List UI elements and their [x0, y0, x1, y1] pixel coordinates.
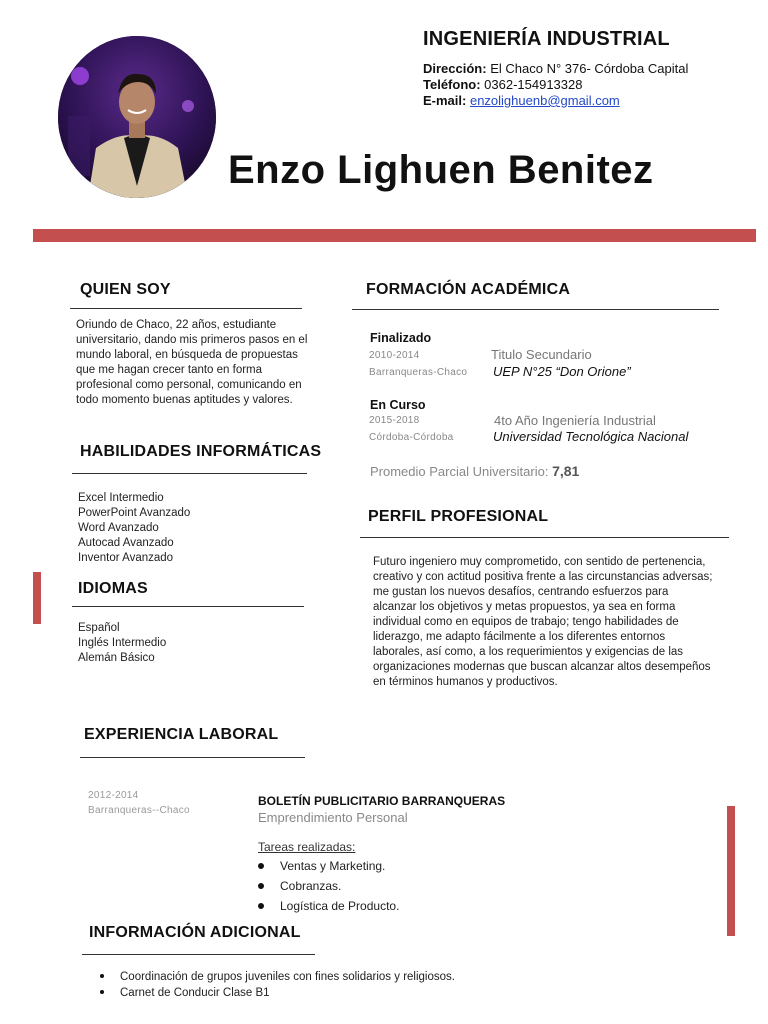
list-item: Excel Intermedio: [78, 492, 164, 504]
profile-title: PERFIL PROFESIONAL: [368, 508, 549, 525]
languages-list: [78, 621, 166, 666]
candidate-name: Enzo Lighuen Benitez: [228, 148, 654, 192]
phone-line: [423, 77, 582, 93]
bullet-icon: [258, 883, 264, 889]
edu-status-ongoing: En Curso: [370, 398, 426, 412]
list-item: [258, 859, 385, 873]
phone-label: Teléfono:: [423, 77, 481, 92]
list-item: [258, 899, 399, 913]
edu-status-finished: Finalizado: [370, 331, 432, 345]
header-title: INGENIERÍA INDUSTRIAL: [423, 28, 670, 50]
phone-value: 0362-154913328: [484, 77, 583, 92]
task-text: Cobranzas.: [280, 879, 342, 893]
edu-institution: Universidad Tecnológica Nacional: [493, 429, 689, 444]
address-label: Dirección:: [423, 61, 487, 76]
edu-degree: Titulo Secundario: [491, 347, 592, 362]
task-text: Ventas y Marketing.: [280, 859, 386, 873]
skills-list: [78, 491, 190, 566]
profile-rule: [360, 537, 729, 538]
tasks-label: Tareas realizadas:: [258, 840, 356, 854]
list-item: [258, 879, 341, 893]
list-item: Inglés Intermedio: [78, 637, 167, 649]
languages-title: IDIOMAS: [78, 580, 148, 597]
list-item: [100, 987, 270, 999]
experience-location: Barranqueras--Chaco: [88, 805, 190, 816]
list-item: Alemán Básico: [78, 652, 155, 664]
list-item: Autocad Avanzado: [78, 537, 174, 549]
experience-role: Emprendimiento Personal: [258, 810, 408, 825]
languages-rule: [72, 606, 304, 607]
education-rule: [352, 309, 719, 310]
experience-company: BOLETÍN PUBLICITARIO BARRANQUERAS: [258, 794, 506, 808]
edu-dates: 2010-2014: [369, 350, 420, 361]
edu-location: Barranqueras-Chaco: [369, 367, 468, 378]
email-line: [423, 93, 620, 109]
left-accent-bar: [33, 572, 41, 624]
average-line: [370, 463, 579, 479]
email-link[interactable]: enzolighuenb@gmail.com: [469, 93, 620, 108]
about-rule: [70, 308, 302, 309]
list-item: [100, 971, 455, 983]
experience-title: EXPERIENCIA LABORAL: [84, 726, 279, 743]
experience-dates: 2012-2014: [88, 790, 139, 801]
list-item: Inventor Avanzado: [78, 552, 174, 564]
list-item: PowerPoint Avanzado: [78, 507, 191, 519]
header-divider: [33, 229, 756, 242]
skills-rule: [72, 473, 307, 474]
average-label: Promedio Parcial Universitario:: [370, 464, 549, 479]
bullet-icon: [100, 990, 104, 994]
task-text: Logística de Producto.: [280, 899, 400, 913]
list-item: Word Avanzado: [78, 522, 159, 534]
skills-title: HABILIDADES INFORMÁTICAS: [80, 443, 322, 460]
profile-photo: [58, 36, 216, 198]
edu-degree: 4to Año Ingeniería Industrial: [494, 413, 656, 428]
right-accent-bar: [727, 806, 735, 936]
education-title: FORMACIÓN ACADÉMICA: [366, 281, 571, 298]
additional-title: INFORMACIÓN ADICIONAL: [89, 924, 301, 941]
address-value: El Chaco N° 376- Córdoba Capital: [490, 61, 689, 76]
address-line: [423, 61, 688, 77]
bullet-icon: [258, 863, 264, 869]
experience-rule: [80, 757, 305, 758]
email-label: E-mail:: [423, 93, 467, 108]
profile-text: Futuro ingeniero muy comprometido, con sentido de pertenencia, creativo y con actitud positiva frente a las circunstancias adversas; me gustan los nuevos desafíos, centrando esfuerzos para alcanzar los objetivos y metas propuestos, ya sea en forma individual como en equipos de trabajo; tengo habilidades de liderazgo, me adapto fácilmente a los diferentes entornos laborales, así como, a los requerimientos y exigencias de las organizaciones modernas que buscan alcanzar altos desempeños en términos humanos y productivos.: [373, 556, 713, 688]
bullet-icon: [100, 974, 104, 978]
additional-text: Carnet de Conducir Clase B1: [120, 987, 270, 999]
about-title: QUIEN SOY: [80, 281, 171, 298]
about-text: Oriundo de Chaco, 22 años, estudiante universitario, dando mis primeros pasos en el mundo laboral, en búsqueda de propuestas que me hagan crecer tanto en forma profesional como personal, comunicando en todo momento buenas aptitudes y valores.: [76, 319, 308, 406]
person-portrait-icon: [58, 36, 216, 198]
bullet-icon: [258, 903, 264, 909]
average-value: 7,81: [552, 463, 580, 479]
edu-dates: 2015-2018: [369, 415, 420, 426]
additional-rule: [82, 954, 315, 955]
list-item: Español: [78, 622, 120, 634]
edu-institution: UEP N°25 “Don Orione”: [493, 364, 631, 379]
additional-text: Coordinación de grupos juveniles con fines solidarios y religiosos.: [120, 971, 455, 983]
edu-location: Córdoba-Córdoba: [369, 432, 454, 443]
